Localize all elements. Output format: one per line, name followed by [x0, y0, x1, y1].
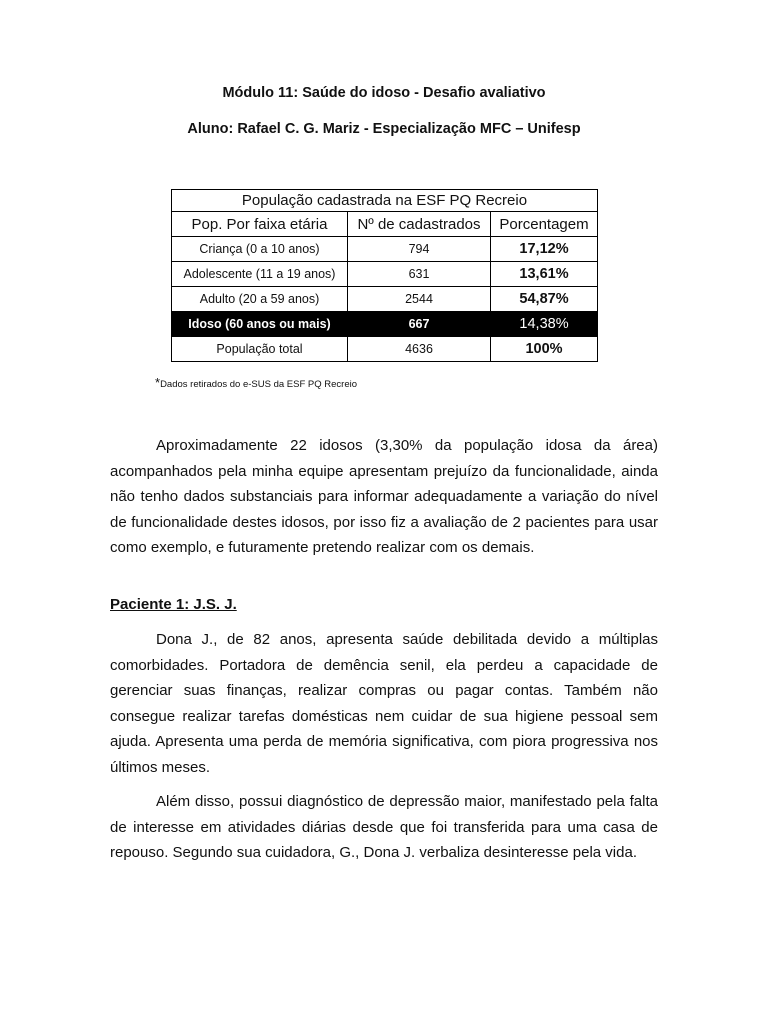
table-row-highlighted [172, 312, 598, 337]
column-header-group: Pop. Por faixa etária [172, 212, 348, 237]
footnote-text: Dados retirados do e-SUS da ESF PQ Recreio [160, 379, 358, 390]
table-caption-row [172, 190, 598, 212]
cell-group: Adolescente (11 a 19 anos) [172, 262, 348, 287]
cell-count: 2544 [348, 287, 491, 312]
cell-group: Criança (0 a 10 anos) [172, 237, 348, 262]
patient1-paragraph-1: Dona J., de 82 anos, apresenta saúde debilitada devido a múltiplas comorbidades. Portadora de demência senil, ela perdeu a capacidade de gerenciar suas finanças, realizar compras ou pagar contas. Também não consegue realizar tarefas domésticas nem cuidar de sua higiene pessoal sem ajuda. Apresenta uma perda de memória significativa, com piora progressiva nos últimos meses. [110, 631, 658, 776]
cell-group: Adulto (20 a 59 anos) [172, 287, 348, 312]
cell-count: 794 [348, 237, 491, 262]
intro-paragraph: Aproximadamente 22 idosos (3,30% da população idosa da área) acompanhados pela minha equipe apresentam prejuízo da funcionalidade, ainda não tenho dados substanciais para informar adequadamente a variação do nível de funcionalidade destes idosos, por isso fiz a avaliação de 2 pacientes para usar como exemplo, e futuramente pretendo realizar com os demais. [110, 437, 658, 556]
table-caption: População cadastrada na ESF PQ Recreio [172, 190, 598, 212]
column-header-count: Nº de cadastrados [348, 212, 491, 237]
table-row [172, 262, 598, 287]
cell-percent: 17,12% [491, 237, 598, 262]
student-line: Aluno: Rafael C. G. Mariz - Especialização MFC – Unifesp [187, 121, 581, 137]
cell-percent: 13,61% [491, 262, 598, 287]
table-row [172, 287, 598, 312]
footnote-star: * [155, 375, 161, 390]
population-table [171, 189, 598, 362]
patient1-paragraph-2: Além disso, possui diagnóstico de depressão maior, manifestado pela falta de interesse em atividades diárias desde que foi transferida para uma casa de repouso. Segundo sua cuidadora, G., Dona J. verbaliza desinteresse pela vida. [110, 793, 658, 861]
table-row-total [172, 337, 598, 362]
cell-count: 667 [348, 312, 491, 337]
column-header-percent: Porcentagem [491, 212, 598, 237]
table-row [172, 237, 598, 262]
cell-percent: 54,87% [491, 287, 598, 312]
cell-group: População total [172, 337, 348, 362]
cell-count: 4636 [348, 337, 491, 362]
patient1-heading: Paciente 1: J.S. J. [110, 596, 237, 613]
cell-group: Idoso (60 anos ou mais) [172, 312, 348, 337]
document-title: Módulo 11: Saúde do idoso - Desafio avaliativo [222, 85, 546, 101]
table-footnote [155, 375, 357, 390]
cell-percent: 14,38% [491, 312, 598, 337]
table-header-row [172, 212, 598, 237]
cell-percent: 100% [491, 337, 598, 362]
cell-count: 631 [348, 262, 491, 287]
